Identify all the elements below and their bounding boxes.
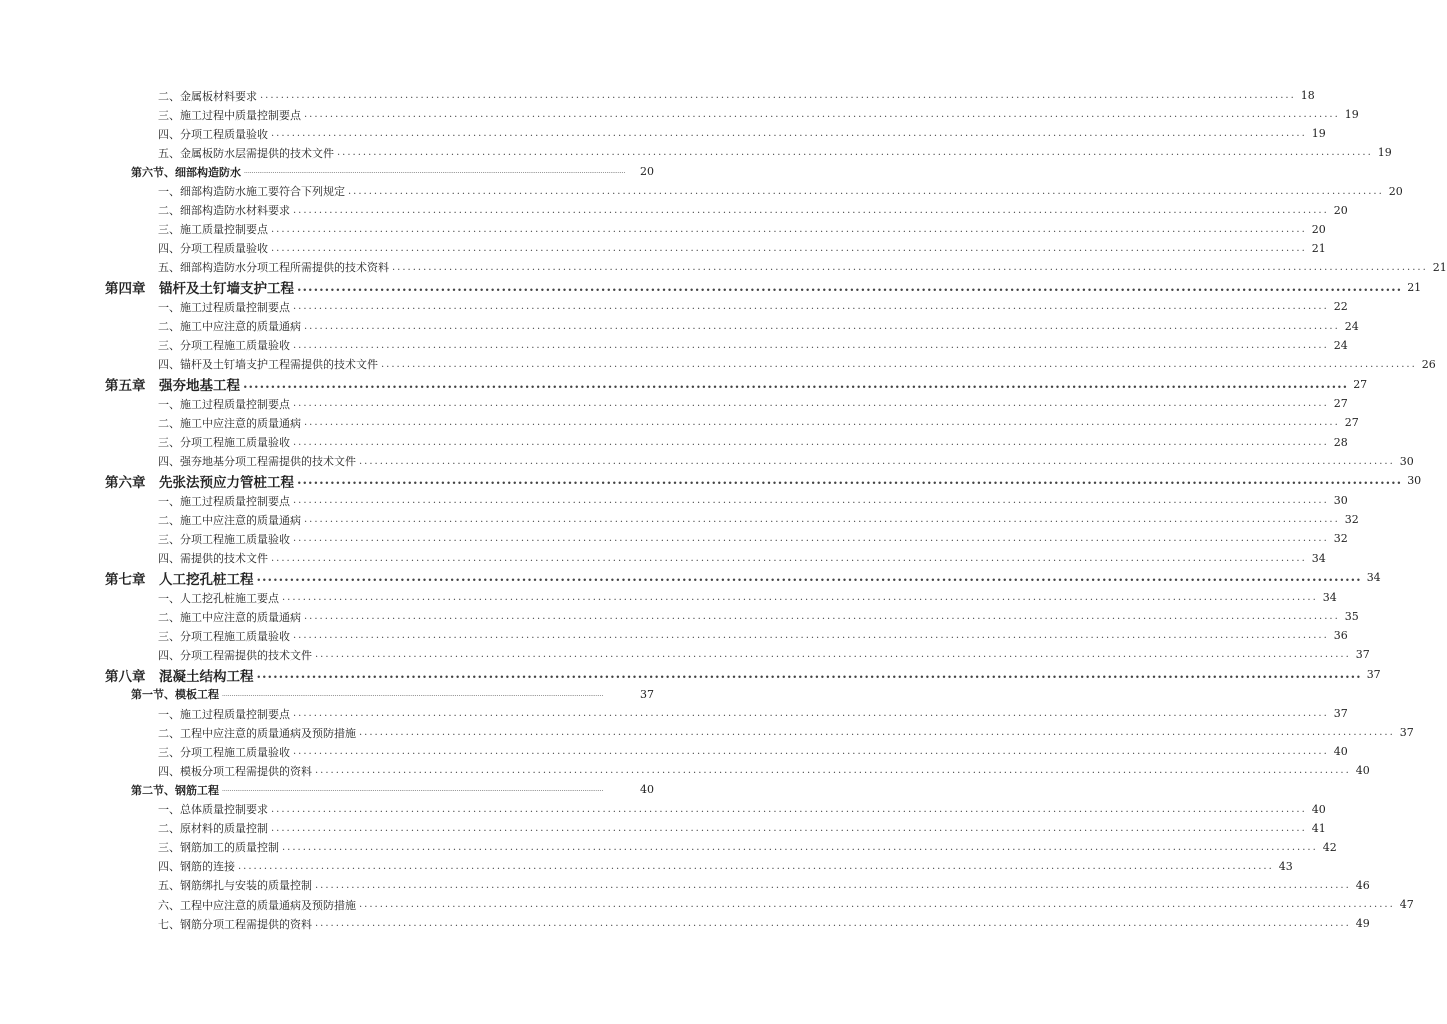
toc-entry-title: 二、施工中应注意的质量通病 (158, 610, 301, 624)
toc-item-entry[interactable] (0, 914, 1370, 933)
toc-entry-title: 四、强夯地基分项工程需提供的技术文件 (158, 455, 356, 469)
dot-leader: ........................................................................................................................................................................................................ (359, 727, 1395, 739)
toc-page-number: 34 (1322, 591, 1337, 605)
toc-item-entry[interactable] (0, 838, 1337, 857)
toc-item-entry[interactable] (0, 258, 1447, 277)
toc-item-entry[interactable] (0, 86, 1315, 105)
toc-chapter-entry[interactable] (0, 471, 1422, 492)
toc-page-number: 19 (1344, 108, 1359, 122)
toc-page-number: 27 (1344, 416, 1359, 430)
toc-item-entry[interactable] (0, 220, 1326, 239)
toc-chapter-entry[interactable] (0, 277, 1422, 298)
toc-entry-title: 三、分项工程施工质量验收 (158, 532, 290, 546)
dot-leader: ........................................................................................................................................................................................................ (304, 611, 1340, 623)
toc-item-entry[interactable] (0, 297, 1348, 316)
dot-leader: ........................................................................................................................................................................................................ (381, 358, 1417, 370)
toc-item-entry[interactable] (0, 607, 1359, 626)
dot-leader: ........................................................................................................................................................................................................ (315, 649, 1351, 661)
toc-entry-title: 六、工程中应注意的质量通病及预防措施 (158, 898, 356, 912)
toc-page-number: 47 (1399, 898, 1414, 912)
toc-page-number: 37 (640, 687, 654, 701)
dot-leader: ........................................................................................................................................................................................................ (222, 690, 604, 698)
toc-item-entry[interactable] (0, 143, 1392, 162)
dot-leader: ........................................................................................................................................................................................................ (282, 592, 1318, 604)
toc-entry-title: 三、分项工程施工质量验收 (158, 745, 290, 759)
toc-chapter-entry[interactable] (0, 568, 1381, 589)
toc-page-number: 24 (1344, 319, 1359, 333)
toc-item-entry[interactable] (0, 433, 1348, 452)
toc-page-number: 41 (1311, 821, 1326, 835)
toc-entry-title: 四、分项工程质量验收 (158, 242, 268, 256)
dot-leader: ........................................................................................................................................................................................................ (256, 570, 1362, 586)
dot-leader: ........................................................................................................................................................................................................ (315, 879, 1351, 891)
toc-page-number: 40 (1355, 764, 1370, 778)
toc-item-entry[interactable] (0, 452, 1414, 471)
dot-leader: ........................................................................................................................................................................................................ (271, 223, 1307, 235)
toc-page-number: 24 (1333, 338, 1348, 352)
toc-page-number: 43 (1278, 859, 1293, 873)
toc-item-entry[interactable] (0, 124, 1326, 143)
toc-item-entry[interactable] (0, 548, 1326, 567)
toc-entry-title: 一、施工过程质量控制要点 (158, 300, 290, 314)
dot-leader: ........................................................................................................................................................................................................ (293, 339, 1329, 351)
toc-page-number: 40 (640, 783, 654, 797)
toc-item-entry[interactable] (0, 588, 1337, 607)
dot-leader: ........................................................................................................................................................................................................ (244, 168, 626, 176)
toc-entry-title: 一、施工过程质量控制要点 (158, 397, 290, 411)
toc-item-entry[interactable] (0, 336, 1348, 355)
dot-leader: ........................................................................................................................................................................................................ (293, 436, 1329, 448)
toc-item-entry[interactable] (0, 761, 1370, 780)
toc-page-number: 20 (1388, 184, 1403, 198)
toc-page-number: 46 (1355, 878, 1370, 892)
toc-page-number: 34 (1311, 551, 1326, 565)
dot-leader: ........................................................................................................................................................................................................ (293, 630, 1329, 642)
toc-item-entry[interactable] (0, 413, 1359, 432)
dot-leader: ........................................................................................................................................................................................................ (260, 90, 1296, 102)
toc-entry-title: 一、总体质量控制要求 (158, 803, 268, 817)
dot-leader: ........................................................................................................................................................................................................ (271, 552, 1307, 564)
toc-item-entry[interactable] (0, 704, 1348, 723)
toc-page-number: 36 (1333, 629, 1348, 643)
dot-leader: ........................................................................................................................................................................................................ (304, 514, 1340, 526)
dot-leader: ........................................................................................................................................................................................................ (222, 786, 604, 794)
dot-leader: ........................................................................................................................................................................................................ (315, 918, 1351, 930)
toc-page-number: 27 (1353, 377, 1368, 391)
toc-page-number: 20 (640, 165, 654, 179)
toc-entry-title: 五、钢筋绑扎与安装的质量控制 (158, 879, 312, 893)
toc-entry-title: 四、锚杆及土钉墙支护工程需提供的技术文件 (158, 358, 378, 372)
toc-entry-title: 三、分项工程施工质量验收 (158, 339, 290, 353)
toc-item-entry[interactable] (0, 529, 1348, 548)
toc-entry-title: 三、施工过程中质量控制要点 (158, 108, 301, 122)
toc-item-entry[interactable] (0, 510, 1359, 529)
toc-entry-title: 一、施工过程质量控制要点 (158, 707, 290, 721)
toc-page-number: 37 (1355, 648, 1370, 662)
dot-leader: ........................................................................................................................................................................................................ (304, 417, 1340, 429)
toc-page-number: 30 (1333, 494, 1348, 508)
toc-item-entry[interactable] (0, 857, 1293, 876)
dot-leader: ........................................................................................................................................................................................................ (297, 279, 1403, 295)
toc-item-entry[interactable] (0, 645, 1370, 664)
toc-entry-title: 二、施工中应注意的质量通病 (158, 416, 301, 430)
toc-entry-title: 第二节、钢筋工程 (131, 783, 219, 797)
toc-page-number: 49 (1355, 917, 1370, 931)
toc-entry-title: 二、原材料的质量控制 (158, 822, 268, 836)
toc-page-number: 35 (1344, 610, 1359, 624)
dot-leader: ........................................................................................................................................................................................................ (293, 746, 1329, 758)
toc-entry-title: 三、分项工程施工质量验收 (158, 436, 290, 450)
toc-item-entry[interactable] (0, 105, 1359, 124)
toc-entry-title: 三、钢筋加工的质量控制 (158, 841, 279, 855)
toc-entry-title: 四、需提供的技术文件 (158, 552, 268, 566)
dot-leader: ........................................................................................................................................................................................................ (271, 803, 1307, 815)
toc-entry-title: 三、分项工程施工质量验收 (158, 629, 290, 643)
dot-leader: ........................................................................................................................................................................................................ (271, 822, 1307, 834)
toc-entry-title: 第四章 锚杆及土钉墙支护工程 (105, 281, 294, 298)
toc-entry-title: 四、模板分项工程需提供的资料 (158, 764, 312, 778)
toc-page-number: 26 (1421, 357, 1436, 371)
dot-leader: ........................................................................................................................................................................................................ (304, 109, 1340, 121)
toc-entry-title: 二、金属板材料要求 (158, 89, 257, 103)
toc-page-number: 32 (1333, 532, 1348, 546)
toc-page-number: 21 (1432, 260, 1447, 274)
toc-page-number: 37 (1399, 726, 1414, 740)
toc-item-entry[interactable] (0, 626, 1348, 645)
toc-page-number: 21 (1407, 280, 1422, 294)
dot-leader: ........................................................................................................................................................................................................ (304, 320, 1340, 332)
toc-item-entry[interactable] (0, 317, 1359, 336)
toc-entry-title: 三、施工质量控制要点 (158, 223, 268, 237)
toc-page-number: 37 (1333, 707, 1348, 721)
toc-entry-title: 第五章 强夯地基工程 (105, 378, 240, 395)
dot-leader: ........................................................................................................................................................................................................ (297, 473, 1403, 489)
dot-leader: ........................................................................................................................................................................................................ (359, 455, 1395, 467)
dot-leader: ........................................................................................................................................................................................................ (282, 841, 1318, 853)
toc-item-entry[interactable] (0, 742, 1348, 761)
toc-entry-title: 第七章 人工挖孔桩工程 (105, 571, 254, 588)
toc-entry-title: 二、施工中应注意的质量通病 (158, 513, 301, 527)
toc-section-entry[interactable] (0, 685, 724, 704)
toc-page-number: 20 (1333, 203, 1348, 217)
toc-page-number: 34 (1366, 571, 1381, 585)
toc-section-entry[interactable] (0, 780, 724, 799)
toc-entry-title: 一、施工过程质量控制要点 (158, 494, 290, 508)
dot-leader: ........................................................................................................................................................................................................ (256, 667, 1362, 683)
table-of-contents (0, 86, 1447, 933)
toc-page-number: 19 (1311, 127, 1326, 141)
toc-page-number: 40 (1333, 745, 1348, 759)
toc-entry-title: 第六节、细部构造防水 (131, 165, 241, 179)
toc-entry-title: 第八章 混凝土结构工程 (105, 668, 254, 685)
toc-item-entry[interactable] (0, 800, 1326, 819)
toc-item-entry[interactable] (0, 201, 1348, 220)
dot-leader: ........................................................................................................................................................................................................ (315, 765, 1351, 777)
toc-page-number: 30 (1407, 474, 1422, 488)
toc-page-number: 42 (1322, 840, 1337, 854)
toc-item-entry[interactable] (0, 181, 1403, 200)
toc-page-number: 20 (1311, 222, 1326, 236)
toc-entry-title: 四、钢筋的连接 (158, 860, 235, 874)
toc-item-entry[interactable] (0, 491, 1348, 510)
toc-entry-title: 七、钢筋分项工程需提供的资料 (158, 917, 312, 931)
dot-leader: ........................................................................................................................................................................................................ (293, 495, 1329, 507)
toc-page-number: 27 (1333, 397, 1348, 411)
toc-item-entry[interactable] (0, 819, 1326, 838)
toc-page-number: 40 (1311, 802, 1326, 816)
dot-leader: ........................................................................................................................................................................................................ (293, 204, 1329, 216)
toc-chapter-entry[interactable] (0, 374, 1368, 395)
toc-page-number: 28 (1333, 435, 1348, 449)
toc-page-number: 37 (1366, 668, 1381, 682)
dot-leader: ........................................................................................................................................................................................................ (337, 147, 1373, 159)
toc-page-number: 22 (1333, 300, 1348, 314)
toc-item-entry[interactable] (0, 876, 1370, 895)
toc-page-number: 21 (1311, 241, 1326, 255)
toc-page-number: 18 (1300, 89, 1315, 103)
toc-entry-title: 二、工程中应注意的质量通病及预防措施 (158, 726, 356, 740)
toc-section-entry[interactable] (0, 162, 724, 181)
toc-entry-title: 四、分项工程质量验收 (158, 127, 268, 141)
toc-item-entry[interactable] (0, 394, 1348, 413)
toc-entry-title: 五、金属板防水层需提供的技术文件 (158, 146, 334, 160)
toc-item-entry[interactable] (0, 239, 1326, 258)
dot-leader: ........................................................................................................................................................................................................ (238, 860, 1274, 872)
dot-leader: ........................................................................................................................................................................................................ (293, 708, 1329, 720)
dot-leader: ........................................................................................................................................................................................................ (293, 301, 1329, 313)
toc-item-entry[interactable] (0, 355, 1436, 374)
toc-chapter-entry[interactable] (0, 664, 1381, 685)
toc-entry-title: 二、施工中应注意的质量通病 (158, 320, 301, 334)
toc-page-number: 32 (1344, 513, 1359, 527)
toc-entry-title: 四、分项工程需提供的技术文件 (158, 648, 312, 662)
toc-entry-title: 第一节、模板工程 (131, 688, 219, 702)
toc-entry-title: 一、细部构造防水施工要符合下列规定 (158, 185, 345, 199)
toc-entry-title: 二、细部构造防水材料要求 (158, 204, 290, 218)
dot-leader: ........................................................................................................................................................................................................ (271, 128, 1307, 140)
dot-leader: ........................................................................................................................................................................................................ (392, 261, 1428, 273)
toc-entry-title: 一、人工挖孔桩施工要点 (158, 591, 279, 605)
dot-leader: ........................................................................................................................................................................................................ (271, 242, 1307, 254)
dot-leader: ........................................................................................................................................................................................................ (293, 398, 1329, 410)
dot-leader: ........................................................................................................................................................................................................ (293, 533, 1329, 545)
dot-leader: ........................................................................................................................................................................................................ (243, 376, 1349, 392)
toc-item-entry[interactable] (0, 895, 1414, 914)
toc-entry-title: 五、细部构造防水分项工程所需提供的技术资料 (158, 261, 389, 275)
dot-leader: ........................................................................................................................................................................................................ (359, 899, 1395, 911)
dot-leader: ........................................................................................................................................................................................................ (348, 185, 1384, 197)
toc-page-number: 19 (1377, 146, 1392, 160)
toc-page-number: 30 (1399, 454, 1414, 468)
toc-entry-title: 第六章 先张法预应力管桩工程 (105, 474, 294, 491)
toc-item-entry[interactable] (0, 723, 1414, 742)
